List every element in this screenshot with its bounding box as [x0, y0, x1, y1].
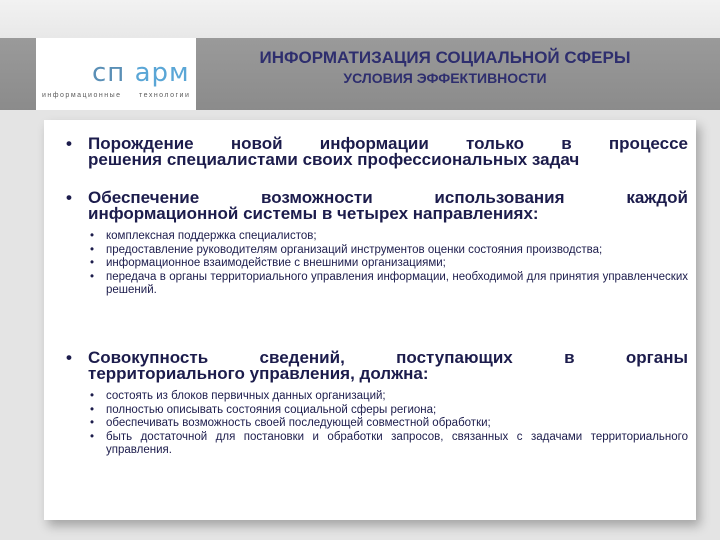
sub-bullet: • быть достаточной для постановки и обработки запросов, связанных с задачами территориального управления. — [88, 431, 688, 458]
main-bullet — [64, 350, 688, 382]
content-panel — [44, 120, 696, 520]
bullet-block-3 — [64, 350, 688, 458]
main-bullet-line: • Порождение новой информации только в процессе — [88, 134, 688, 153]
sub-bullet: • состоять из блоков первичных данных организаций; — [88, 390, 688, 404]
top-band — [0, 0, 720, 38]
main-bullet — [64, 190, 688, 222]
logo — [36, 38, 196, 110]
content — [44, 120, 696, 520]
sub-bullet: • комплексная поддержка специалистов; — [88, 230, 688, 244]
logo-text — [92, 58, 190, 88]
main-bullet-line: территориального управления, должна: — [88, 364, 429, 383]
sub-bullet: • обеспечивать возможность своей последующей совместной обработки; — [88, 417, 688, 431]
sub-list — [88, 390, 688, 458]
main-bullet-line: • Обеспечение возможности использования каждой — [88, 188, 688, 207]
bullet-block-1 — [64, 136, 688, 168]
page-title: ИНФОРМАТИЗАЦИЯ СОЦИАЛЬНОЙ СФЕРЫ — [259, 48, 631, 67]
sub-bullet: • информационное взаимодействие с внешними организациями; — [88, 257, 688, 271]
main-bullet-line: информационной системы в четырех направлениях: — [88, 204, 539, 223]
main-bullet — [64, 136, 688, 168]
logo-sub-2: технологии — [138, 92, 191, 99]
logo-right: арм — [134, 58, 190, 88]
page-subtitle: УСЛОВИЯ ЭФФЕКТИВНОСТИ — [343, 70, 547, 86]
sub-list — [88, 230, 688, 298]
sub-bullet: • полностью описывать состояния социальной сферы региона; — [88, 404, 688, 418]
sub-bullet: • предоставление руководителям организаций инструментов оценки состояния производства; — [88, 244, 688, 258]
logo-sub-1: информационные — [42, 92, 122, 99]
bullet-block-2 — [64, 190, 688, 298]
main-bullet-line: • Совокупность сведений, поступающих в органы — [88, 348, 688, 367]
logo-subtitle — [42, 92, 204, 99]
sub-bullet: • передача в органы территориального управления информации, необходимой для принятия управленческих решений. — [88, 271, 688, 298]
main-bullet-line: решения специалистами своих профессиональных задач — [88, 150, 580, 169]
logo-left: сп — [92, 58, 126, 88]
